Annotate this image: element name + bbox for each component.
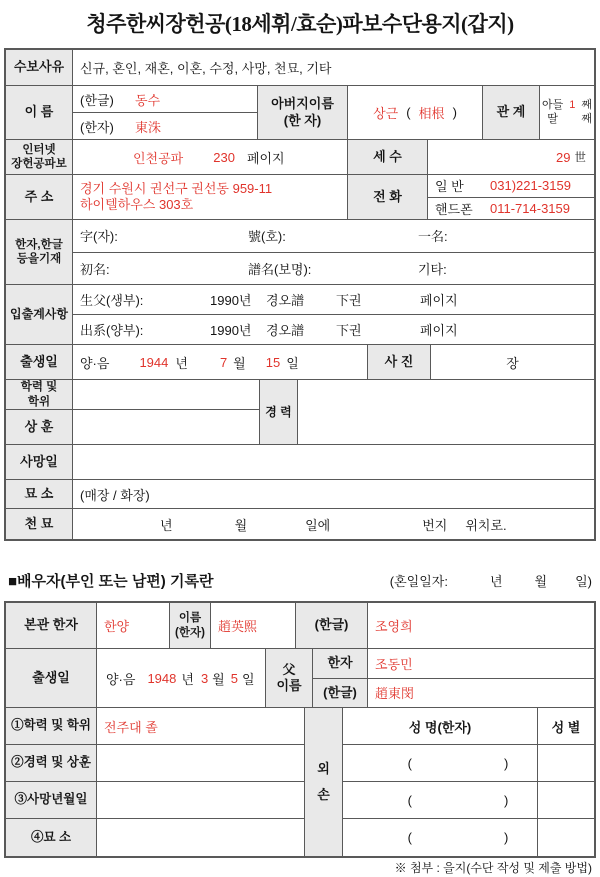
phone-mobile-row bbox=[428, 198, 594, 220]
spouse-birth-value: 양·음 1948 년 3 월 5 일 bbox=[97, 649, 266, 707]
ja-field: 字(자): bbox=[80, 229, 118, 245]
ipchul-values bbox=[73, 285, 594, 344]
row-edu-award bbox=[6, 380, 594, 445]
row-ipchul bbox=[6, 285, 594, 345]
alt-names-values bbox=[73, 220, 594, 284]
birth-label: 출생일 bbox=[6, 345, 73, 379]
edu-award-left bbox=[6, 380, 260, 444]
subo-label: 수보사유 bbox=[6, 50, 73, 85]
spouse-father-hanja-label: 한자 bbox=[313, 649, 368, 678]
row-subo bbox=[6, 50, 594, 86]
death-value-cell bbox=[73, 445, 594, 479]
gita-field: 기타: bbox=[418, 261, 447, 277]
spouse-father-hangul-row bbox=[313, 679, 594, 708]
photo-value: 장 bbox=[506, 355, 519, 371]
phone-mobile-value: 011-714-3159 bbox=[490, 200, 570, 216]
spouse-father-hangul-value: 趙東閔 bbox=[375, 686, 415, 702]
edu-label: 학력 및 학위 bbox=[6, 380, 73, 409]
ilmyeong-field: 一名: bbox=[418, 229, 448, 245]
father-name-value: 상근 ( 相根 ) bbox=[348, 86, 483, 139]
edu-value-cell bbox=[73, 380, 259, 409]
award-value-cell bbox=[73, 410, 259, 444]
marriage-date-note: (혼일일자: bbox=[389, 574, 448, 589]
spouse-hangul-label: (한글) bbox=[296, 603, 368, 648]
grandchild-row-2 bbox=[343, 782, 594, 819]
spouse-father-values bbox=[313, 649, 594, 707]
row-address bbox=[6, 175, 594, 220]
grandchild-row-1 bbox=[343, 745, 594, 782]
spouse-record-table bbox=[4, 601, 596, 858]
phone-general-label: 일 반 bbox=[435, 179, 464, 195]
grandchild-sex-cell bbox=[538, 745, 594, 781]
award-label: 상 훈 bbox=[6, 410, 73, 444]
relation-son-daughter: 아들 딸 bbox=[542, 98, 564, 125]
spouse-edu-row bbox=[6, 708, 304, 745]
ho-field: 號(호): bbox=[248, 229, 286, 245]
birth-value: 양·음 1944 년 7 월 15 일 bbox=[73, 345, 368, 379]
name-hangul-label: (한글) bbox=[80, 92, 114, 108]
career-value-cell bbox=[298, 380, 594, 444]
sesu-label: 세 수 bbox=[348, 140, 428, 174]
ipchul-row2: 出系(양부): 1990년 경오譜 下권 페이지 bbox=[80, 323, 458, 338]
row-alt-names bbox=[6, 220, 594, 285]
death-label: 사망일 bbox=[6, 445, 73, 479]
cheonmyo-label: 천 묘 bbox=[6, 509, 73, 539]
grandchild-name-cell: ( ) bbox=[343, 782, 538, 818]
row-cheonmyo bbox=[6, 509, 594, 539]
grandchild-sex-header: 성 별 bbox=[551, 719, 581, 735]
spouse-grave-row bbox=[6, 819, 304, 856]
bon-label: 본관 한자 bbox=[6, 603, 97, 648]
form-title: 청주한씨장헌공(18세휘/효순)파보수단용지(갑지) bbox=[86, 12, 514, 36]
spouse-career-row bbox=[6, 745, 304, 782]
spouse-grave-label: ④묘 소 bbox=[6, 819, 97, 856]
spouse-name-hangul: 조영희 bbox=[375, 619, 413, 634]
grandchild-label: 외 손 bbox=[305, 708, 343, 856]
address-label: 주 소 bbox=[6, 175, 73, 219]
name-hangul-row bbox=[73, 86, 257, 113]
chomyeong-field: 初名: bbox=[80, 261, 110, 277]
grandchild-name-cell: ( ) bbox=[343, 819, 538, 856]
grandchild-header-row bbox=[343, 708, 594, 745]
alt-names-row2 bbox=[73, 253, 594, 285]
cheonmyo-value: 년 월 일에 번지 위치로. bbox=[160, 517, 507, 533]
grave-label: 묘 소 bbox=[6, 480, 73, 508]
name-hangul-value: 동수 bbox=[135, 92, 161, 108]
spouse-row-name bbox=[6, 603, 594, 649]
father-name-label: 아버지이름 (한 자) bbox=[258, 86, 348, 139]
spouse-death-value-cell bbox=[97, 782, 304, 818]
spouse-name-hanja: 趙英熙 bbox=[211, 603, 296, 648]
alt-names-label: 한자,한글 등을기재 bbox=[6, 220, 73, 284]
spouse-edu-value: 전주대 졸 bbox=[104, 719, 158, 735]
name-hanja-label: (한자) bbox=[80, 119, 114, 135]
spouse-career-value-cell bbox=[97, 745, 304, 781]
spouse-edu-label: ①학력 및 학위 bbox=[6, 708, 97, 744]
grandchild-table bbox=[343, 708, 594, 856]
name-value-cell bbox=[73, 86, 258, 139]
grandchild-name-cell: ( ) bbox=[343, 745, 538, 781]
internet-label: 인터넷 장헌공파보 bbox=[6, 140, 73, 174]
spouse-name-label: 이름 (한자) bbox=[170, 603, 211, 648]
phone-general-row bbox=[428, 175, 594, 198]
ipchul-label: 입출계사항 bbox=[6, 285, 73, 344]
spouse-heading-text: ■배우자(부인 또는 남편) 기록란 bbox=[8, 573, 214, 590]
sesu-value: 29 世 bbox=[556, 149, 586, 165]
grandchild-sex-cell bbox=[538, 782, 594, 818]
bomyeong-field: 譜名(보명): bbox=[248, 261, 312, 277]
spouse-career-label: ②경력 및 상훈 bbox=[6, 745, 97, 781]
subo-value: 신규, 혼인, 재혼, 이혼, 수정, 사망, 천묘, 기타 bbox=[80, 61, 332, 76]
spouse-row-birth bbox=[6, 649, 594, 708]
phone-general-value: 031)221-3159 bbox=[490, 178, 571, 194]
relation-number: 1 bbox=[569, 98, 576, 111]
phone-mobile-label: 핸드폰 bbox=[435, 201, 473, 217]
spouse-birth-label: 출생일 bbox=[6, 649, 97, 707]
relation-value bbox=[540, 86, 594, 139]
grandchild-name-header: 성 명(한자) bbox=[343, 708, 538, 744]
spouse-detail-left bbox=[6, 708, 305, 856]
row-internet bbox=[6, 140, 594, 175]
relation-suffix: 째 째 bbox=[581, 98, 592, 125]
spouse-grave-value-cell bbox=[97, 819, 304, 856]
row-birth bbox=[6, 345, 594, 380]
alt-names-row1 bbox=[73, 220, 594, 253]
attachment-note: ※ 첨부 : 을지(수단 작성 및 제출 방법) bbox=[394, 861, 592, 875]
career-label: 경 력 bbox=[260, 380, 298, 444]
spouse-section-heading: ■배우자(부인 또는 남편) 기록란 (혼일일자: 년 월 일) bbox=[8, 570, 592, 591]
spouse-father-hanja-value: 조동민 bbox=[375, 656, 413, 672]
grandchild-sex-cell bbox=[538, 819, 594, 856]
photo-label: 사 진 bbox=[368, 345, 431, 379]
spouse-father-hangul-label: (한글) bbox=[313, 679, 368, 708]
spouse-father-label: 父 이름 bbox=[266, 649, 313, 707]
spouse-death-row bbox=[6, 782, 304, 819]
row-death bbox=[6, 445, 594, 480]
name-hanja-value: 東洙 bbox=[135, 119, 162, 135]
edu-row bbox=[6, 380, 259, 410]
grave-value: (매장 / 화장) bbox=[80, 487, 150, 503]
internet-value: 인천공파 230 페이지 bbox=[73, 140, 348, 174]
grandchild-row-3 bbox=[343, 819, 594, 856]
award-row bbox=[6, 410, 259, 444]
bon-value: 한양 bbox=[97, 603, 170, 648]
spouse-father-hanja-row bbox=[313, 649, 594, 679]
phone-values bbox=[428, 175, 594, 219]
ipchul-row1: 生父(생부): 1990년 경오譜 下권 페이지 bbox=[73, 285, 594, 315]
relation-label: 관 계 bbox=[483, 86, 540, 139]
row-grave bbox=[6, 480, 594, 509]
name-label: 이 름 bbox=[6, 86, 73, 139]
name-hanja-row bbox=[73, 113, 257, 139]
address-value: 경기 수원시 권선구 권선동 959-11 하이텔하우스 303호 bbox=[73, 175, 348, 219]
spouse-death-label: ③사망년월일 bbox=[6, 782, 97, 818]
row-name bbox=[6, 86, 594, 140]
spouse-bottom-block bbox=[6, 708, 594, 856]
phone-label: 전 화 bbox=[348, 175, 428, 219]
member-record-table bbox=[4, 48, 596, 541]
